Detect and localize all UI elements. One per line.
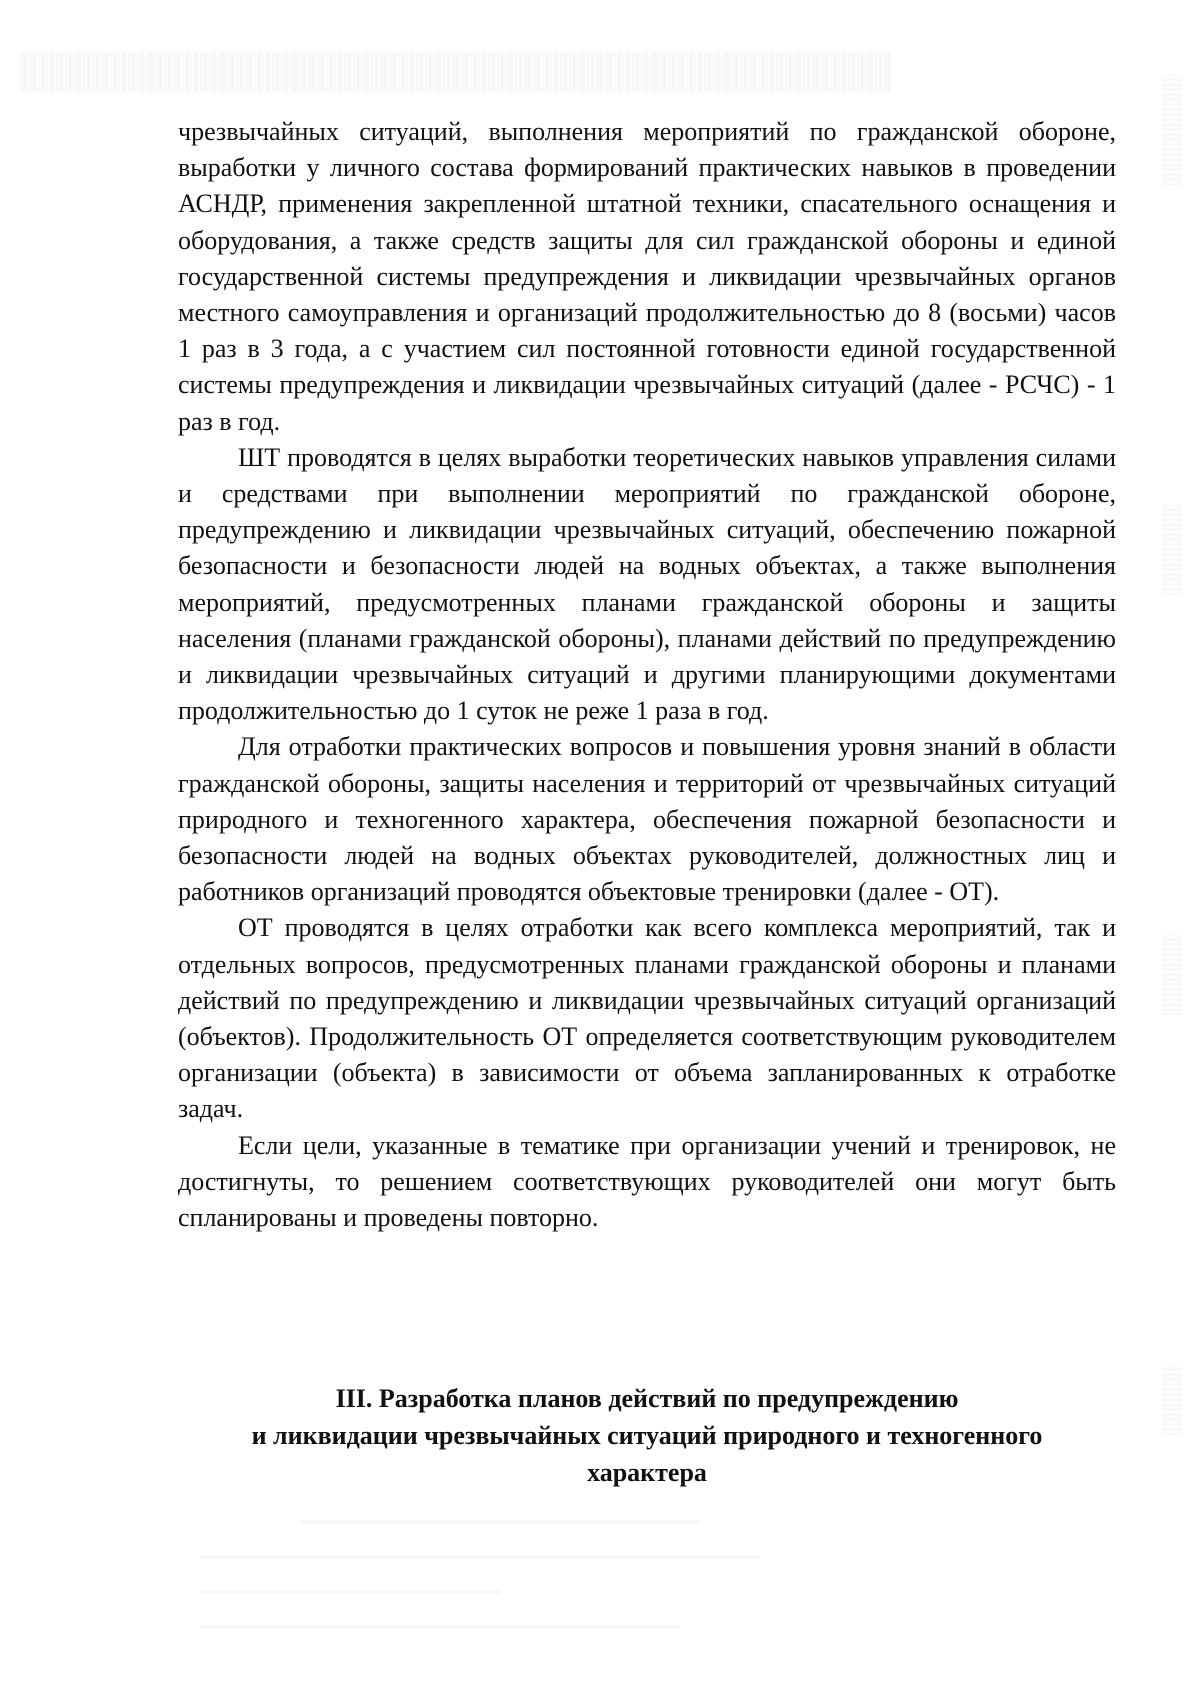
section-heading-line: и ликвидации чрезвычайных ситуаций природного и техногенного xyxy=(251,1421,1043,1450)
paragraph-practical-questions: Для отработки практических вопросов и повышения уровня знаний в области гражданской обороны, защиты населения и территорий от чрезвычайных ситуаций природного и техногенного характера, обеспечения пожарной безопасности и безопасности людей на водных объектах руководителей, должностных лиц и работников организаций проводятся объектовые тренировки (далее - ОТ). xyxy=(178,732,1116,907)
faint-bleedthrough xyxy=(200,1510,900,1660)
section-heading-line: III. Разработка планов действий по предупреждению xyxy=(335,1384,959,1413)
scan-noise-edge xyxy=(1162,75,1182,185)
section-heading xyxy=(178,1380,1116,1491)
paragraph-repeat: Если цели, указанные в тематике при организации учений и тренировок, не достигнуты, то решением соответствующих руководителей они могут быть спланированы и проведены повторно. xyxy=(178,1130,1116,1233)
scan-noise-edge xyxy=(1162,935,1182,1015)
section-heading-line: характера xyxy=(587,1458,707,1487)
body-text xyxy=(178,114,1116,1236)
paragraph-continuation: чрезвычайных ситуаций, выполнения мероприятий по гражданской обороне, выработки у личного состава формирований практических навыков в проведении АСНДР, применения закрепленной штатной техники, спасательного оснащения и оборудования, а также средств защиты для сил гражданской обороны и единой государственной системы предупреждения и ликвидации чрезвычайных органов местного самоуправления и организаций продолжительностью до 8 (восьми) часов 1 раз в 3 года, а с участием сил постоянной готовности единой государственной системы предупреждения и ликвидации чрезвычайных ситуаций (далее - РСЧС) - 1 раз в год. xyxy=(178,117,1116,436)
scan-noise-edge xyxy=(1162,1365,1182,1435)
scan-noise-edge xyxy=(1162,505,1182,595)
paragraph-ot: ОТ проводятся в целях отработки как всего комплекса мероприятий, так и отдельных вопросов, предусмотренных планами гражданской обороны и планами действий по предупреждению и ликвидации чрезвычайных ситуаций организаций (объектов). Продолжительность ОТ определяется соответствующим руководителем организации (объекта) в зависимости от объема запланированных к отработке задач. xyxy=(178,913,1116,1124)
paragraph-sht: ШТ проводятся в целях выработки теоретических навыков управления силами и средствами при выполнении мероприятий по гражданской обороне, предупреждению и ликвидации чрезвычайных ситуаций, обеспечению пожарной безопасности и безопасности людей на водных объектах, а также выполнения мероприятий, предусмотренных планами гражданской обороны и защиты населения (планами гражданской обороны), планами действий по предупреждению и ликвидации чрезвычайных ситуаций и другими планирующими документами продолжительностью до 1 суток не реже 1 раза в год. xyxy=(178,442,1116,726)
scan-noise-top xyxy=(20,52,890,92)
